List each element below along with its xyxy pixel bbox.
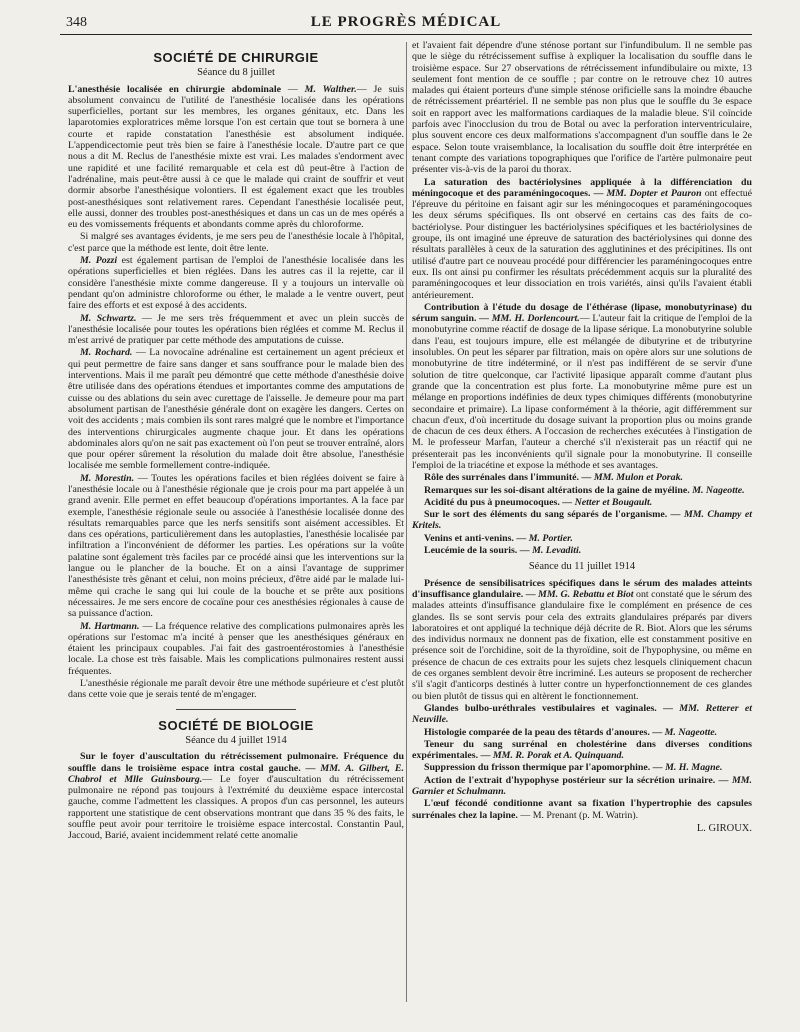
paragraph: [412, 739, 752, 762]
topic-title: La saturation des bactériolysines appliquée à la différenciation du méningocoque et des paraméningocoques.: [412, 176, 752, 199]
paragraph: [412, 302, 752, 471]
author-name: — MM. Retterer et Neuville.: [412, 702, 752, 726]
author-name: — M. H. Magne.: [652, 762, 723, 774]
author-name: — Netter et Bougault.: [562, 496, 653, 508]
paragraph: [412, 578, 752, 702]
topic-title: Action de l'extrait d'hypophyse postérieur sur la sécrétion urinaire.: [424, 774, 716, 786]
seance-date: Séance du 11 juillet 1914: [528, 561, 636, 573]
topic-title: Acidité du pus à pneumocoques.: [424, 496, 560, 508]
author-name: M. Hartmann.: [80, 620, 140, 632]
author-name: — MM. A. Gilbert, E. Chabrol et Mlle Guinsbourg.: [68, 762, 404, 785]
topic-title: Contribution à l'étude du dosage de l'éthérase (lipase, monobutyrinase) du sérum sanguin.: [412, 301, 752, 325]
topic-title: Remarques sur les soi-disant altérations de la gaine de myéline.: [424, 484, 690, 496]
seance-date: Séance du 8 juillet: [197, 67, 275, 79]
paragraph: [412, 762, 752, 773]
topic-title: Sur le foyer d'auscultation du rétrécissement pulmonaire. Fréquence du souffle dans le troisième espace intra costal gauche.: [68, 751, 404, 774]
left-column: [68, 52, 404, 843]
author-name: — MM. G. Rebattu et Biot: [525, 588, 634, 600]
section-title-biologie: SOCIÉTÉ DE BIOLOGIE: [158, 717, 314, 733]
author-name: M. Rochard.: [80, 347, 133, 359]
author-name: — M. Levaditi.: [519, 545, 582, 557]
paragraph: [412, 533, 752, 544]
topic-title: L'œuf fécondé conditionne avant sa fixation l'hypertrophie des capsules surrénales chez la lapine.: [412, 798, 752, 821]
paragraph-text: — Le foyer d'auscultation du rétrécissement pulmonaire ne répond pas toujours à l'extrémité du deuxième espace intercostal gauche, comme l'admettent les classiques. A propos d'un cas personnel, les auteurs rapportent une statistique de cent observations montrant que dans 35 % des faits, le souffle peut avoir pour territoire le troisième espace intercostal. Constantin Paul, Jaccoud, Barié, avaient incidemment relaté cette anomalie: [68, 773, 404, 842]
paragraph: [412, 509, 752, 532]
paragraph: [68, 255, 404, 311]
author-name: M. Pozzi: [80, 255, 118, 267]
author-name: M. Morestin.: [80, 472, 135, 484]
topic-title: Histologie comparée de la peau des têtards d'anoures.: [424, 726, 650, 738]
paragraph: [412, 798, 752, 821]
topic-title: Sur le sort des éléments du sang séparés de l'organisme.: [424, 509, 668, 521]
topic-title: Venins et anti-venins.: [424, 532, 514, 544]
paragraph-text: — L'auteur fait la critique de l'emploi de la monobutyrine comme réactif de dosage de la lipase sérique. La monobutyrine soluble dans l'eau, est toujours impure, elle est mélangée de dibutyrine et de tributyrine insolubles. On peut les séparer par filtration, mais on opère alors sur une solutions de monobutyrine de titre indéterminé, or il n'est pas indifférent de se servir d'une solution de titre quelconque, car l'activité lipasique apparaît comme d'autant plus grande que la concentration est plus forte. La monobutyrine même pure est un mélange en proportions indéfinies de deux types chimiques différents (monobutyrine secondaire et primaire). La lipase conformément à la théorie, agit différemment sur chacun d'eux, d'où incertitude du dosage suivant la proportion plus ou moins grande de chacun de ces deux éthers. A l'occasion de recherches exécutées à l'instigation de M. le professeur Marfan, l'auteur a cherché s'il n'existerait pas un réactif qui ne présenterait pas les inconvénients qu'il signale pour la monobutyrine. Il conseille l'emploi de la triacétine et expose la méthode et ses avantages.: [412, 313, 753, 471]
section-divider: [176, 709, 296, 710]
topic-title: Glandes bulbo-uréthrales vestibulaires et vaginales.: [424, 702, 657, 714]
paragraph-text: ont effectué l'épreuve du péritoine en faisant agir sur les méningocoques et paraméningocoques les deux sérums spécifiques. Ils ont observé en certains cas des faits de co-bactériolyse. Pour distinguer les bactériolysines spécifiques et les bactériolysines de groupe, ils ont imaginé une épreuve de saturation des bactériolysines qui donne des résultats parallèles à ceux de la saturation des agglutinines et des précipitines. Ils ont utilisé d'autre part ce nouveau procédé pour différencier les paraméningocoques entre eux. Ils ont ainsi pu confirmer les résultats précédemment acquis sur la pluralité des paraméningocoques et leur dissociation en trois variétés, ainsi qu'ils l'avaient établi antérieurement.: [412, 187, 753, 301]
paragraph: L'anesthésie régionale me paraît devoir être une méthode supérieure et c'est plutôt dans cette voie que je serais tenté de m'engager.: [68, 678, 404, 701]
paragraph: [68, 347, 404, 471]
paragraph: et l'avaient fait dépendre d'une sténose portant sur l'infundibulum. Il ne semble pas que le siège du rétrécissement suffise à expliquer la localisation du souffle dans le troisième espace. Sur 27 observations de rétrécissement infundibulaire ou mixte, 13 seulement font mention de ce souffle ; par contre on le retrouve chez 10 autres malades qui étaient porteurs d'une simple sténose orificielle sans la moindre ébauche de rétrécissement préartériel. Il ne semble pas non plus que le souffle du 3e espace soit en rapport avec les malformations cardiaques de la maladie bleue. S'il coïncide parfois avec l'inocclusion du trou de Botal ou avec la perforation interventriculaire, plus souvent encore ces deux malformations s'accompagnent d'un souffle dans le 2e espace. Selon toute vraisemblance, la localisation du souffle doit être interprétée en tenant compte des variations topographiques que l'orifice de l'artère pulmonaire peut présenter vis-à-vis de la paroi du thorax.: [412, 40, 752, 176]
paragraph: [412, 545, 752, 556]
paragraph: [68, 313, 404, 347]
paragraph: [68, 621, 404, 677]
page-number: 348: [66, 15, 87, 30]
author-name: — MM. Dopter et Pauron: [593, 187, 702, 199]
topic-title: Rôle des surrénales dans l'immunité.: [424, 472, 579, 484]
paragraph: [412, 703, 752, 726]
paragraph-text: — Je suis absolument convaincu de l'utilité de l'anesthésie localisée dans les opérations superficielles, portant sur les membres, les organes génitaux, etc. Dans les laparotomies exploratrices même lorsque l'on est certain que tout se bornera à une courte et rapide constatation l'anesthésie est absolument indiquée. L'appendicectomie peut très bien se faire à l'anesthésie locale. D'autre part ce que nous a dit M. Reclus de l'anesthésie mixte est vrai. Les malades s'endorment avec une rapidité et une facilité remarquable et cela est dû peut-être à l'action de l'adrénaline, mais peut-être aussi à ce que le malade qui craint de souffrir et veut dormir absorbe l'anesthésique volontiers. Il est également exact que les troubles post-anesthésiques sont relativement rares. Cependant l'anesthésie localisée peut, elle aussi, donner des troubles post-anesthésiques et dans un cas un de mes opérés a eu des vomissements fréquents et abondants comme après du chloroforme.: [68, 83, 405, 231]
author-name: — MM. Garnier et Schulmann.: [412, 774, 752, 797]
page-header: [60, 12, 752, 35]
author-name: — MM. Champy et Kritels.: [412, 509, 752, 532]
signature: L. GIROUX.: [696, 822, 752, 834]
author-name: — MM. Mulon et Porak.: [581, 472, 683, 484]
paragraph-text: — La novocaïne adrénaline est certainement un agent précieux et qui peut permettre de faire sans danger et sans souffrance pour le malade bien des interventions. Mais il me paraît peu démontré que cette méthode d'anesthésie doive être utilisée dans des opérations étendues et importantes comme des amputations de cuisse ou des ablations du sein avec curettage de l'aisselle. Je demeure pour ma part absolument partisan de l'anesthésie générale dont on exagère les dangers. Certes on voit des accidents ; mais combien ils sont rares malgré que le nombre et l'importance des interventions chirurgicales augmente chaque jour. Et dans les opérations abdominales alors qu'on ne sait pas exactement où l'on peut se trouver entraîné, alors que pour opérer sûrement la résolution du malade doit être absolue, l'anesthésie localisée me semble formellement contre-indiquée.: [68, 347, 404, 472]
author-name: M. Walther.: [304, 83, 357, 95]
paragraph: Si malgré ses avantages évidents, je me sers peu de l'anesthésie locale à l'hôpital, c'est parce que la méthode est lente, doit être lente.: [68, 231, 404, 254]
topic-title: Teneur du sang surrénal en cholestérine dans diverses conditions expérimentales.: [412, 738, 752, 762]
section-title-chirurgie: SOCIÉTÉ DE CHIRURGIE: [153, 50, 319, 65]
topic-title: Suppression du frisson thermique par l'apomorphine.: [424, 762, 651, 774]
paragraph: [412, 485, 752, 496]
paragraph: [412, 472, 752, 483]
right-column: [412, 40, 752, 834]
paragraph-text: — Je me sers très fréquemment et avec un plein succès de l'anesthésie localisée pour toutes les opérations bien réglées et comme M. Reclus il m'est arrivé de pratiquer par cette méthode des amputations de cuisse.: [68, 312, 405, 347]
paragraph: L'anesthésie localisée en chirurgie abdominale — M. Walther.— Je suis absolument convaincu de l'utilité de l'anesthésie localisée dans les opérations superficielles, portant sur les membres, les organes génitaux, etc. Dans les laparotomies exploratrices même lorsque l'on est certain que tout se bornera à une courte et rapide constatation l'anesthésie est absolument indiquée. L'appendicectomie peut très bien se faire à l'anesthésie locale. D'autre part ce que nous a dit M. Reclus de l'anesthésie mixte est vrai. Les malades s'endorment avec une rapidité et une facilité remarquable et cela est dû peut-être à l'action de l'adrénaline, mais peut-être aussi à ce que le malade qui craint de souffrir et veut dormir absorbe l'anesthésique volontiers. Il est également exact que les troubles post-anesthésiques sont relativement rares. Cependant l'anesthésie localisée peut, elle aussi, donner des troubles post-anesthésiques et dans un cas un de mes opérés a eu des vomissements fréquents et abondants comme après du chloroforme.: [68, 83, 405, 231]
paragraph: [412, 497, 752, 508]
paragraph: [412, 727, 752, 738]
paragraph-text: ont constaté que le sérum des malades atteints d'insuffisance glandulaire fixe le complément en présence de ces glandes. Ils se sont servis pour cela des extraits glandulaires préparés par divers laboratoires et ont appliqué la technique déjà décrite de R. Biot. Alors que les sérums des individus normaux ne donnent pas de fixation, elle est constamment positive en présence soit de l'orchidine, soit de la thyroïdine, soit de l'hypophysine, ou même en présence de chacun de ces extraits pour les sujets chez lesquels cliniquement chacun de ces organes semblent devoir être incriminé. Les auteurs se proposent de rechercher s'il s'agit d'anticorps destinés à lutter contre un hyperfonctionnement de ces glandes ou bien plutôt de tissus qui en altèrent le fonctionnement.: [412, 588, 753, 702]
author-name: — M. Prenant (p. M. Watrin).: [520, 809, 639, 821]
paragraph: [412, 177, 752, 301]
paragraph: [68, 751, 404, 841]
author-name: — MM. R. Porak et A. Quinquand.: [480, 750, 624, 762]
seance-date: Séance du 4 juillet 1914: [185, 734, 287, 746]
paragraph-text: — La fréquence relative des complications pulmonaires après les opérations sur l'estomac m'a incité à penser que les anesthésiques généraux en étaient les principaux coupables. J'ai fait des gastroentérostomies à l'anesthésie locale. La chose est très faisable. Mais les complications pulmonaires restent aussi fréquentes.: [68, 620, 405, 677]
paragraph-text: est également partisan de l'emploi de l'anesthésie localisée dans les opérations superficielles et bien réglées. Dans les autres cas il la rejette, car il considère l'anesthésie mixte comme dangereuse. Il y a toujours un intervalle où pendant qu'on administre chloroforme ou éther, le malade a le ventre ouvert, peut faire des efforts et est exposé à des accidents.: [68, 255, 404, 312]
author-name: — MM. H. Dorlencourt.: [479, 313, 580, 325]
topic-title: Leucémie de la souris.: [424, 545, 518, 557]
paragraph-text: — Toutes les opérations faciles et bien réglées doivent se faire à l'anesthésie locale ou à l'anesthésie régionale que je crois pour ma part appelée à un grand avenir. Elle permet en effet beaucoup d'opérations importantes. A la face par exemple, l'anesthésie régionale seule ou associée à l'anesthésie localisée donne des résultats remarquables parce que les nerfs sensitifs sont aisément accessibles. Et dans ces opérations, particulièrement dans les autoplasties, l'anesthésie localisée par infiltration a l'inconvénient de déformer les parties. Les opérations sur la voûte palatine sont également très faciles par ce procédé ainsi que les interventions sur la langue ou le plancher de la bouche. Et on a ainsi l'avantage de supprimer l'anesthésiste très gênant et celui, non moins précieux, d'être aidé par le malade lui-même qui crache le sang qui lui coule de la bouche et se prête aux positions nécessaires. Je me sers encore de cocaïne pour ces anesthésies régionales à cause de sa puissance d'action.: [68, 472, 405, 620]
author-name: — M. Nageotte.: [652, 726, 718, 738]
author-name: M. Nageotte.: [692, 484, 745, 496]
topic-title: Présence de sensibilisatrices spécifiques dans le sérum des malades atteints d'insuffisance glandulaire.: [412, 577, 752, 600]
topic-title: L'anesthésie localisée en chirurgie abdominale: [68, 83, 281, 95]
author-name: M. Schwartz.: [80, 312, 137, 324]
paragraph: [412, 775, 752, 798]
journal-title: LE PROGRÈS MÉDICAL: [310, 14, 502, 30]
column-divider: [406, 42, 407, 1002]
author-name: — M. Portier.: [516, 532, 573, 544]
paragraph: [68, 473, 404, 620]
